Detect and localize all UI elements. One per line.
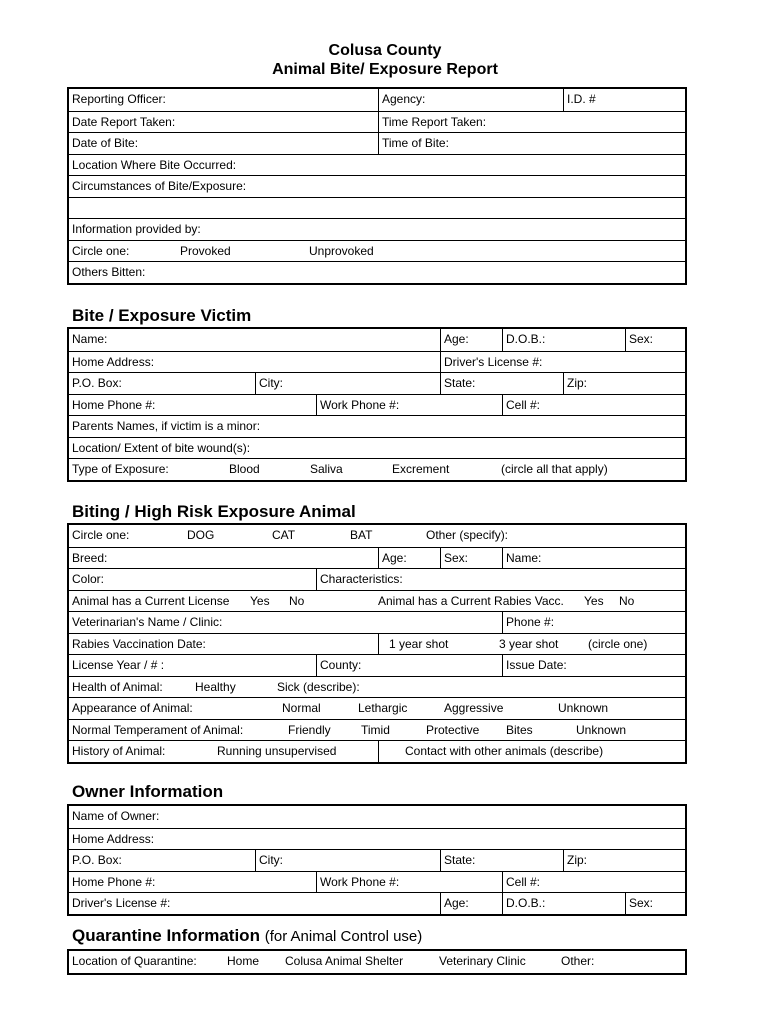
form-row — [69, 415, 685, 437]
animal-circle-one-label: Circle one: — [72, 528, 130, 542]
form-row — [69, 892, 685, 914]
victim-home-phone-field[interactable]: Home Phone #: — [72, 397, 156, 412]
report-info-section — [67, 87, 687, 285]
quarantine-heading — [72, 926, 422, 947]
quarantine-other-option[interactable]: Other: — [561, 954, 595, 968]
license-no-option[interactable]: No — [289, 593, 305, 608]
temperament-bites-option[interactable]: Bites — [506, 722, 533, 737]
owner-zip-field[interactable]: Zip: — [563, 850, 685, 871]
others-bitten-field[interactable]: Others Bitten: — [72, 265, 146, 279]
circumstances-continued-field[interactable] — [69, 198, 685, 219]
current-license-label: Animal has a Current License — [72, 593, 230, 608]
victim-po-box-field[interactable]: P.O. Box: — [72, 376, 122, 390]
form-row — [69, 175, 685, 197]
dog-option[interactable]: DOG — [187, 528, 215, 542]
form-row — [69, 740, 685, 762]
owner-city-field[interactable]: City: — [255, 850, 440, 871]
form-row — [69, 828, 685, 850]
owner-name-field[interactable]: Name of Owner: — [72, 809, 160, 823]
blood-option[interactable]: Blood — [229, 462, 260, 476]
form-row — [69, 525, 685, 547]
victim-age-field[interactable]: Age: — [440, 329, 502, 351]
victim-cell-field[interactable]: Cell #: — [502, 395, 685, 416]
owner-sex-field[interactable]: Sex: — [625, 893, 685, 914]
victim-drivers-license-field[interactable]: Driver's License #: — [440, 352, 685, 373]
blank-row — [69, 197, 685, 219]
owner-home-address-field[interactable]: Home Address: — [72, 831, 155, 846]
vet-phone-field[interactable]: Phone #: — [502, 612, 685, 633]
form-row — [69, 329, 685, 351]
form-row — [69, 611, 685, 633]
animal-section — [67, 523, 687, 764]
appearance-unknown-option[interactable]: Unknown — [558, 701, 609, 715]
rabies-yes-option[interactable]: Yes — [584, 593, 604, 608]
report-title: Animal Bite/ Exposure Report — [272, 61, 498, 78]
quarantine-heading-note: (for Animal Control use) — [264, 928, 423, 945]
circle-one-note: (circle one) — [588, 636, 648, 651]
animal-characteristics-field[interactable]: Characteristics: — [316, 569, 685, 590]
temperament-friendly-option[interactable]: Friendly — [288, 722, 331, 737]
appearance-label: Appearance of Animal: — [72, 701, 193, 715]
owner-dob-field[interactable]: D.O.B.: — [502, 893, 625, 914]
animal-sex-field[interactable]: Sex: — [440, 548, 502, 569]
animal-age-field[interactable]: Age: — [378, 548, 440, 569]
quarantine-home-option[interactable]: Home — [227, 954, 260, 968]
date-report-taken-field[interactable]: Date Report Taken: — [72, 114, 176, 129]
victim-zip-field[interactable]: Zip: — [563, 373, 685, 394]
time-of-bite-field[interactable]: Time of Bite: — [378, 133, 685, 154]
form-row — [69, 154, 685, 176]
temperament-unknown-option[interactable]: Unknown — [576, 722, 627, 737]
quarantine-shelter-option[interactable]: Colusa Animal Shelter — [285, 954, 404, 968]
history-label: History of Animal: — [72, 744, 166, 758]
contact-other-animals-option[interactable]: Contact with other animals (describe) — [405, 744, 604, 758]
owner-po-box-field[interactable]: P.O. Box: — [72, 853, 122, 867]
form-row — [69, 372, 685, 394]
form-row — [69, 871, 685, 893]
running-unsupervised-option[interactable]: Running unsupervised — [217, 744, 337, 758]
quarantine-location-label: Location of Quarantine: — [72, 954, 197, 968]
owner-section — [67, 804, 687, 916]
form-row — [69, 849, 685, 871]
one-year-shot-option[interactable]: 1 year shot — [389, 636, 449, 651]
form-row — [69, 806, 685, 828]
animal-name-field[interactable]: Name: — [502, 548, 685, 569]
form-row — [69, 568, 685, 590]
form-row — [69, 676, 685, 698]
excrement-option[interactable]: Excrement — [392, 462, 450, 476]
victim-state-field[interactable]: State: — [440, 373, 563, 394]
form-row — [69, 951, 685, 973]
owner-state-field[interactable]: State: — [440, 850, 563, 871]
form-row — [69, 132, 685, 154]
rabies-no-option[interactable]: No — [619, 593, 635, 608]
animal-heading: Biting / High Risk Exposure Animal — [72, 502, 356, 521]
form-row — [69, 111, 685, 133]
animal-county-field[interactable]: County: — [316, 655, 502, 676]
healthy-option[interactable]: Healthy — [195, 679, 236, 694]
victim-heading: Bite / Exposure Victim — [72, 306, 252, 325]
contact-cell — [378, 741, 685, 762]
cat-option[interactable]: CAT — [272, 528, 296, 542]
owner-cell-field[interactable]: Cell #: — [502, 872, 685, 893]
owner-heading: Owner Information — [72, 782, 224, 801]
victim-work-phone-field[interactable]: Work Phone #: — [316, 395, 502, 416]
temperament-label: Normal Temperament of Animal: — [72, 722, 244, 737]
health-label: Health of Animal: — [72, 679, 163, 694]
county-title: Colusa County — [328, 42, 442, 59]
animal-breed-field[interactable]: Breed: — [72, 550, 108, 565]
other-specify-option[interactable]: Other (specify): — [426, 528, 509, 542]
form-row — [69, 351, 685, 373]
veterinarian-field[interactable]: Veterinarian's Name / Clinic: — [72, 615, 223, 629]
quarantine-section — [67, 949, 687, 975]
victim-dob-field[interactable]: D.O.B.: — [502, 329, 625, 351]
quarantine-heading-text: Quarantine Information — [72, 926, 260, 945]
rabies-vaccination-date-field[interactable]: Rabies Vaccination Date: — [72, 636, 206, 651]
animal-color-field[interactable]: Color: — [72, 572, 105, 586]
parents-names-field[interactable]: Parents Names, if victim is a minor: — [72, 419, 261, 433]
victim-home-address-field[interactable]: Home Address: — [72, 354, 155, 369]
temperament-protective-option[interactable]: Protective — [426, 722, 480, 737]
license-yes-option[interactable]: Yes — [250, 593, 270, 608]
reporting-officer-field[interactable]: Reporting Officer: — [72, 92, 166, 106]
rabies-shot-type-cell — [378, 634, 685, 655]
agency-field[interactable]: Agency: — [378, 89, 563, 111]
victim-city-field[interactable]: City: — [255, 373, 440, 394]
owner-drivers-license-field[interactable]: Driver's License #: — [72, 896, 171, 910]
circle-all-note: (circle all that apply) — [501, 462, 608, 476]
form-row — [69, 697, 685, 719]
information-provided-by-field[interactable]: Information provided by: — [72, 222, 201, 236]
circle-one-label: Circle one: — [72, 243, 130, 258]
appearance-aggressive-option[interactable]: Aggressive — [444, 701, 504, 715]
owner-work-phone-field[interactable]: Work Phone #: — [316, 872, 502, 893]
license-year-field[interactable]: License Year / # : — [72, 658, 165, 672]
id-number-field[interactable]: I.D. # — [563, 89, 685, 111]
form-row — [69, 547, 685, 569]
circumstances-field[interactable]: Circumstances of Bite/Exposure: — [72, 179, 247, 193]
victim-sex-field[interactable]: Sex: — [625, 329, 685, 351]
victim-name-field[interactable]: Name: — [72, 332, 108, 346]
bite-wound-location-field[interactable]: Location/ Extent of bite wound(s): — [72, 440, 251, 455]
time-report-taken-field[interactable]: Time Report Taken: — [378, 112, 685, 133]
appearance-lethargic-option[interactable]: Lethargic — [358, 701, 408, 715]
sick-option[interactable]: Sick (describe): — [277, 679, 360, 694]
bat-option[interactable]: BAT — [350, 528, 373, 542]
form-row — [69, 590, 685, 612]
owner-home-phone-field[interactable]: Home Phone #: — [72, 874, 156, 889]
issue-date-field[interactable]: Issue Date: — [502, 655, 685, 676]
location-bite-field[interactable]: Location Where Bite Occurred: — [72, 157, 237, 172]
victim-section — [67, 327, 687, 482]
owner-age-field[interactable]: Age: — [440, 893, 502, 914]
saliva-option[interactable]: Saliva — [310, 462, 343, 476]
form-row — [69, 633, 685, 655]
form-row — [69, 719, 685, 741]
form-row — [69, 261, 685, 283]
quarantine-clinic-option[interactable]: Veterinary Clinic — [439, 954, 526, 968]
current-rabies-label: Animal has a Current Rabies Vacc. — [378, 593, 564, 608]
form-row — [69, 218, 685, 240]
form-row — [69, 437, 685, 459]
form-row — [69, 654, 685, 676]
type-of-exposure-label: Type of Exposure: — [72, 462, 169, 476]
appearance-normal-option[interactable]: Normal — [282, 701, 321, 715]
form-row — [69, 458, 685, 480]
form-row — [69, 89, 685, 111]
temperament-timid-option[interactable]: Timid — [361, 722, 390, 737]
three-year-shot-option[interactable]: 3 year shot — [499, 636, 559, 651]
form-row — [69, 394, 685, 416]
provoked-option[interactable]: Provoked — [180, 243, 231, 258]
history-cell — [69, 741, 378, 762]
unprovoked-option[interactable]: Unprovoked — [309, 243, 374, 258]
date-of-bite-field[interactable]: Date of Bite: — [72, 136, 139, 150]
form-row — [69, 240, 685, 262]
